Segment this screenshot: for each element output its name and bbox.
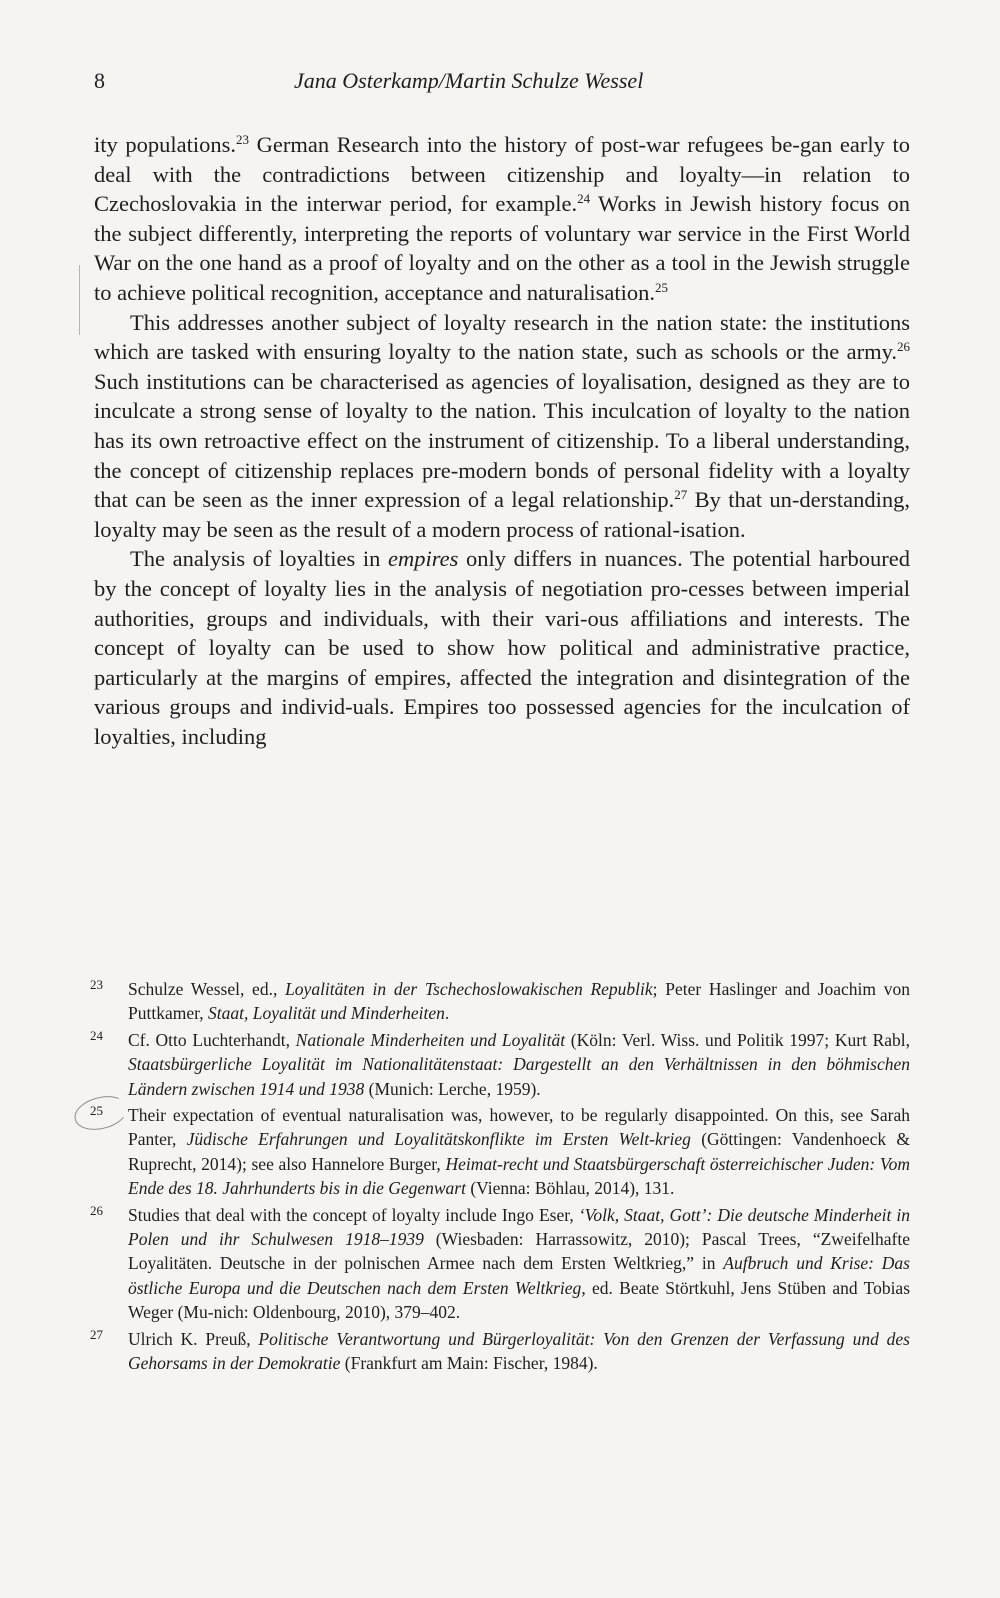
text-run: Works in Jewish history focus on the subject differently, interpreting the reports of voluntary war service in the First World War on the one hand as a proof of loyalty and on the other as a tool in the Jewish struggle to achieve political recognition, acceptance and naturalisation. [94, 191, 910, 305]
margin-pencil-line [79, 265, 80, 335]
text-run: Their expectation of eventual naturalisation was, however, to be regularly disappointed. On this, see Sarah Panter, [128, 1105, 910, 1150]
footnote-ref-27: 27 [674, 487, 688, 503]
footnotes [90, 977, 911, 1378]
text-run: (Vienna: Böhlau, 2014), 131. [465, 1178, 675, 1199]
paragraph-1 [94, 130, 910, 308]
footnote-ref-24: 24 [577, 191, 591, 207]
text-run: . [444, 1003, 450, 1024]
text-run: ; Peter Haslinger and Joachim von Puttkamer, [128, 979, 910, 1024]
text-run: The analysis of loyalties in [130, 546, 388, 572]
title-italic: Heimat-recht und Staatsbürgerschaft österreichischer Juden: Vom Ende des 18. Jahrhunderts bis in die Gegenwart [128, 1153, 910, 1199]
body-text [94, 130, 910, 751]
text-run: Cf. Otto Luchterhandt, [128, 1029, 296, 1050]
title-italic: Loyalitäten in der Tschechoslowakischen Republik [285, 979, 653, 999]
title-italic: Nationale Minderheiten und Loyalität [295, 1029, 566, 1050]
text-run: By that un-derstanding, loyalty may be seen as the result of a modern process of rational-isation. [94, 487, 910, 542]
footnote-number: 23 [90, 977, 103, 992]
text-run: , ed. Beate Störtkuhl, Jens Stüben and Tobias Weger (Mu-nich: Oldenbourg, 2010), 379–402. [128, 1277, 911, 1323]
text-run: Schulze Wessel, ed., [128, 979, 286, 999]
text-run: Such institutions can be characterised as agencies of loyalisation, designed as they are to inculcate a strong sense of loyalty to the nation. This inculcation of loyalty to the nation has its own retroactive effect on the instrument of citizenship. To a liberal understanding, the concept of citizenship replaces pre-modern bonds of personal fidelity with a loyalty that can be seen as the inner expression of a legal relationship. [94, 368, 910, 513]
text-run: Studies that deal with the concept of loyalty include Ingo Eser, [128, 1204, 579, 1225]
footnote-ref-26: 26 [897, 339, 910, 355]
title-italic: Jüdische Erfahrungen und Loyalitätskonflikte im Ersten Welt-krieg [186, 1129, 691, 1150]
footnote-23 [90, 977, 910, 1026]
page-header [94, 68, 914, 98]
text-run: (Munich: Lerche, 1959). [364, 1078, 541, 1099]
text-run: ity populations. [94, 132, 236, 157]
footnote-ref-23: 23 [236, 132, 249, 147]
footnote-27 [90, 1326, 910, 1376]
footnote-25 [90, 1103, 910, 1201]
text-run: only differs in nuances. The potential harboured by the concept of loyalty lies in the analysis of negotiation pro-cesses between imperial authorities, groups and individuals, with their vari-ous affiliations and interests. The concept of loyalty can be used to show how political and administrative practice, particularly at the margins of empires, affected the integration and disintegration of the various groups and individ-uals. Empires too possessed agencies for the inculcation of loyalties, including [94, 546, 911, 749]
footnote-26 [90, 1202, 911, 1325]
text-run: Ulrich K. Preuß, [128, 1328, 259, 1349]
running-head: Jana Osterkamp/Martin Schulze Wessel [294, 68, 644, 93]
footnote-number: 24 [90, 1027, 103, 1043]
footnote-ref-25: 25 [655, 279, 669, 295]
text-run: This addresses another subject of loyalty research in the nation state: the institutions which are tasked with ensuring loyalty to the nation state, such as schools or the army. [94, 309, 910, 365]
paragraph-2 [94, 308, 910, 545]
title-italic: Politische Verantwortung und Bürgerloyalität: Von den Grenzen der Verfassung und des Gehorsams in der Demokratie [128, 1328, 910, 1374]
title-italic: Staat, Loyalität und Minderheiten [207, 1003, 445, 1024]
text-run: (Frankfurt am Main: Fischer, 1984). [340, 1353, 598, 1374]
footnote-24 [90, 1027, 911, 1101]
title-italic: ‘Volk, Staat, Gott’: Die deutsche Minderheit in Polen und ihr Schulwesen 1918–1939 [128, 1204, 910, 1250]
text-run: German Research into the history of post-war refugees be-gan early to deal with the contradictions between citizenship and loyalty—in relation to Czechoslovakia in the interwar period, for example. [94, 132, 911, 217]
footnote-number: 27 [90, 1326, 103, 1342]
title-italic: Staatsbürgerliche Loyalität im Nationalitätenstaat: Dargestellt an den Verhältnissen in den böhmischen Ländern zwischen 1914 und 1938 [128, 1054, 910, 1099]
text-run: (Köln: Verl. Wiss. und Politik 1997; Kurt Rabl, [565, 1029, 911, 1050]
emphasis: empires [387, 546, 459, 572]
footnote-number: 26 [90, 1202, 103, 1218]
paragraph-3 [94, 544, 910, 751]
text-run: (Göttingen: Vandenhoeck & Ruprecht, 2014); see also Hannelore Burger, [128, 1129, 910, 1174]
text-run: (Wiesbaden: Harrassowitz, 2010); Pascal Trees, “Zweifelhafte Loyalitäten. Deutsche in der polnischen Armee nach dem Ersten Weltkrieg,” in [128, 1229, 911, 1274]
footnote-number: 25 [90, 1103, 103, 1119]
page-number: 8 [94, 68, 105, 93]
title-italic: Aufbruch und Krise: Das östliche Europa und die Deutschen nach dem Ersten Weltkrieg [128, 1253, 910, 1298]
